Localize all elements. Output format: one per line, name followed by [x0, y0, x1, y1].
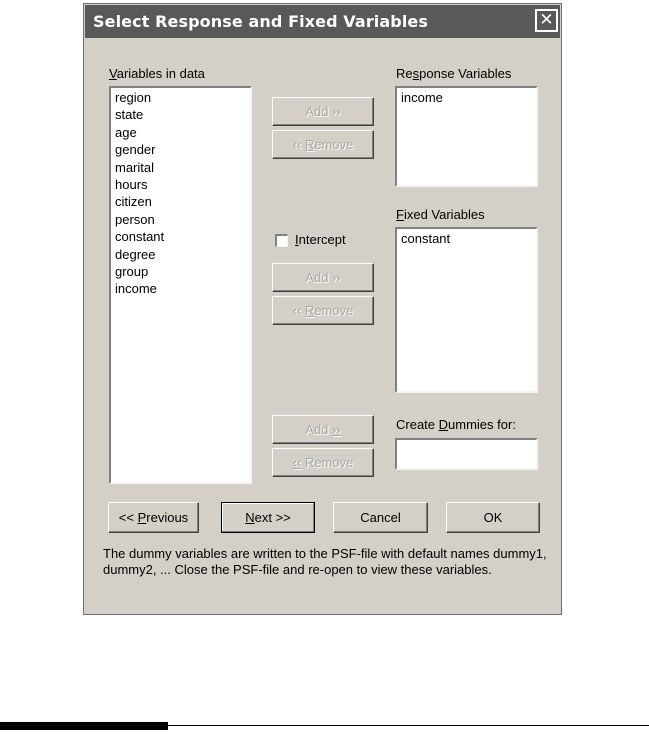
- list-item[interactable]: state: [115, 107, 144, 123]
- response-label-pre: Re: [396, 66, 413, 81]
- response-label-rest: ponse Variables: [419, 66, 512, 81]
- fixed-label-rest: ixed Variables: [403, 207, 485, 222]
- select-response-fixed-dialog: [83, 3, 562, 615]
- add-fixed-button[interactable]: [272, 263, 374, 292]
- add-dummies-accel: ››: [332, 422, 341, 437]
- add-response-button[interactable]: [272, 97, 374, 126]
- intercept-label[interactable]: [295, 232, 346, 247]
- close-icon: ✕: [539, 10, 554, 30]
- remove-fixed-button[interactable]: [272, 296, 374, 325]
- remove-fixed-accel: R: [304, 303, 315, 318]
- list-item[interactable]: constant: [115, 229, 165, 245]
- list-item[interactable]: constant: [401, 231, 451, 246]
- fixed-variables-label: [396, 207, 485, 222]
- remove-response-accel: R: [304, 137, 315, 152]
- list-item[interactable]: gender: [115, 142, 156, 158]
- add-dummies-pre: Add: [305, 422, 333, 437]
- list-item[interactable]: citizen: [115, 194, 152, 210]
- list-item[interactable]: region: [115, 90, 152, 105]
- fixed-variables-list[interactable]: [395, 227, 538, 393]
- intercept-checkbox[interactable]: [275, 234, 288, 247]
- info-text: The dummy variables are written to the PSF-file with default names dummy1, dummy2, ... Close the PSF-file and re-open to view these variables.: [103, 546, 547, 577]
- title-bar[interactable]: [85, 5, 560, 38]
- remove-response-rest: emove: [314, 137, 354, 152]
- cancel-label: Cancel: [360, 510, 401, 525]
- response-label-accel: s: [412, 66, 420, 81]
- response-variables-label: [396, 66, 511, 81]
- add-dummies-button[interactable]: [272, 415, 374, 444]
- variables-in-data-label-rest: ariables in data: [116, 66, 205, 81]
- dialog-title: Select Response and Fixed Variables: [93, 12, 428, 31]
- create-dummies-pre: Create: [396, 417, 439, 432]
- list-item[interactable]: person: [115, 211, 155, 227]
- next-accel: N: [245, 510, 255, 525]
- remove-dummies-accel: ‹‹: [292, 455, 302, 470]
- ok-button[interactable]: [446, 502, 540, 533]
- list-item[interactable]: marital: [115, 159, 155, 175]
- previous-button[interactable]: [108, 502, 199, 533]
- variables-in-data-label: [109, 66, 205, 81]
- previous-accel: P: [137, 510, 147, 525]
- footer-rule-thick: [0, 722, 168, 730]
- response-variables-list[interactable]: [395, 86, 538, 187]
- add-response-button-label: Add ››: [305, 104, 341, 119]
- list-item[interactable]: income: [401, 90, 443, 105]
- next-rest: ext >>: [254, 510, 291, 525]
- remove-fixed-pre: ‹‹: [292, 303, 305, 318]
- remove-response-button[interactable]: [272, 130, 374, 159]
- list-item[interactable]: degree: [115, 246, 156, 262]
- remove-dummies-button[interactable]: [272, 448, 374, 477]
- remove-response-pre: ‹‹: [292, 137, 305, 152]
- create-dummies-input[interactable]: [395, 438, 538, 470]
- variables-in-data-label-accel: V: [109, 66, 117, 81]
- next-button[interactable]: [221, 502, 315, 533]
- ok-label: OK: [483, 510, 503, 525]
- footer-rule-thin: [168, 725, 649, 726]
- list-item[interactable]: age: [115, 124, 137, 140]
- create-dummies-label: [396, 417, 516, 432]
- create-dummies-rest: ummies for:: [448, 417, 516, 432]
- fixed-label-accel: F: [396, 207, 404, 222]
- variables-in-data-list[interactable]: [109, 86, 252, 484]
- intercept-label-accel: I: [295, 232, 299, 247]
- cancel-button[interactable]: [333, 502, 428, 533]
- list-item[interactable]: hours: [115, 177, 148, 193]
- close-button[interactable]: [535, 9, 558, 32]
- intercept-label-rest: ntercept: [298, 232, 346, 247]
- previous-pre: <<: [118, 510, 138, 525]
- remove-fixed-rest: emove: [314, 303, 354, 318]
- create-dummies-accel: D: [438, 417, 449, 432]
- add-fixed-button-label: Add ››: [305, 270, 341, 285]
- list-item[interactable]: income: [115, 281, 157, 297]
- remove-dummies-rest: Remove: [301, 455, 354, 470]
- list-item[interactable]: group: [115, 264, 149, 280]
- previous-rest: revious: [146, 510, 189, 525]
